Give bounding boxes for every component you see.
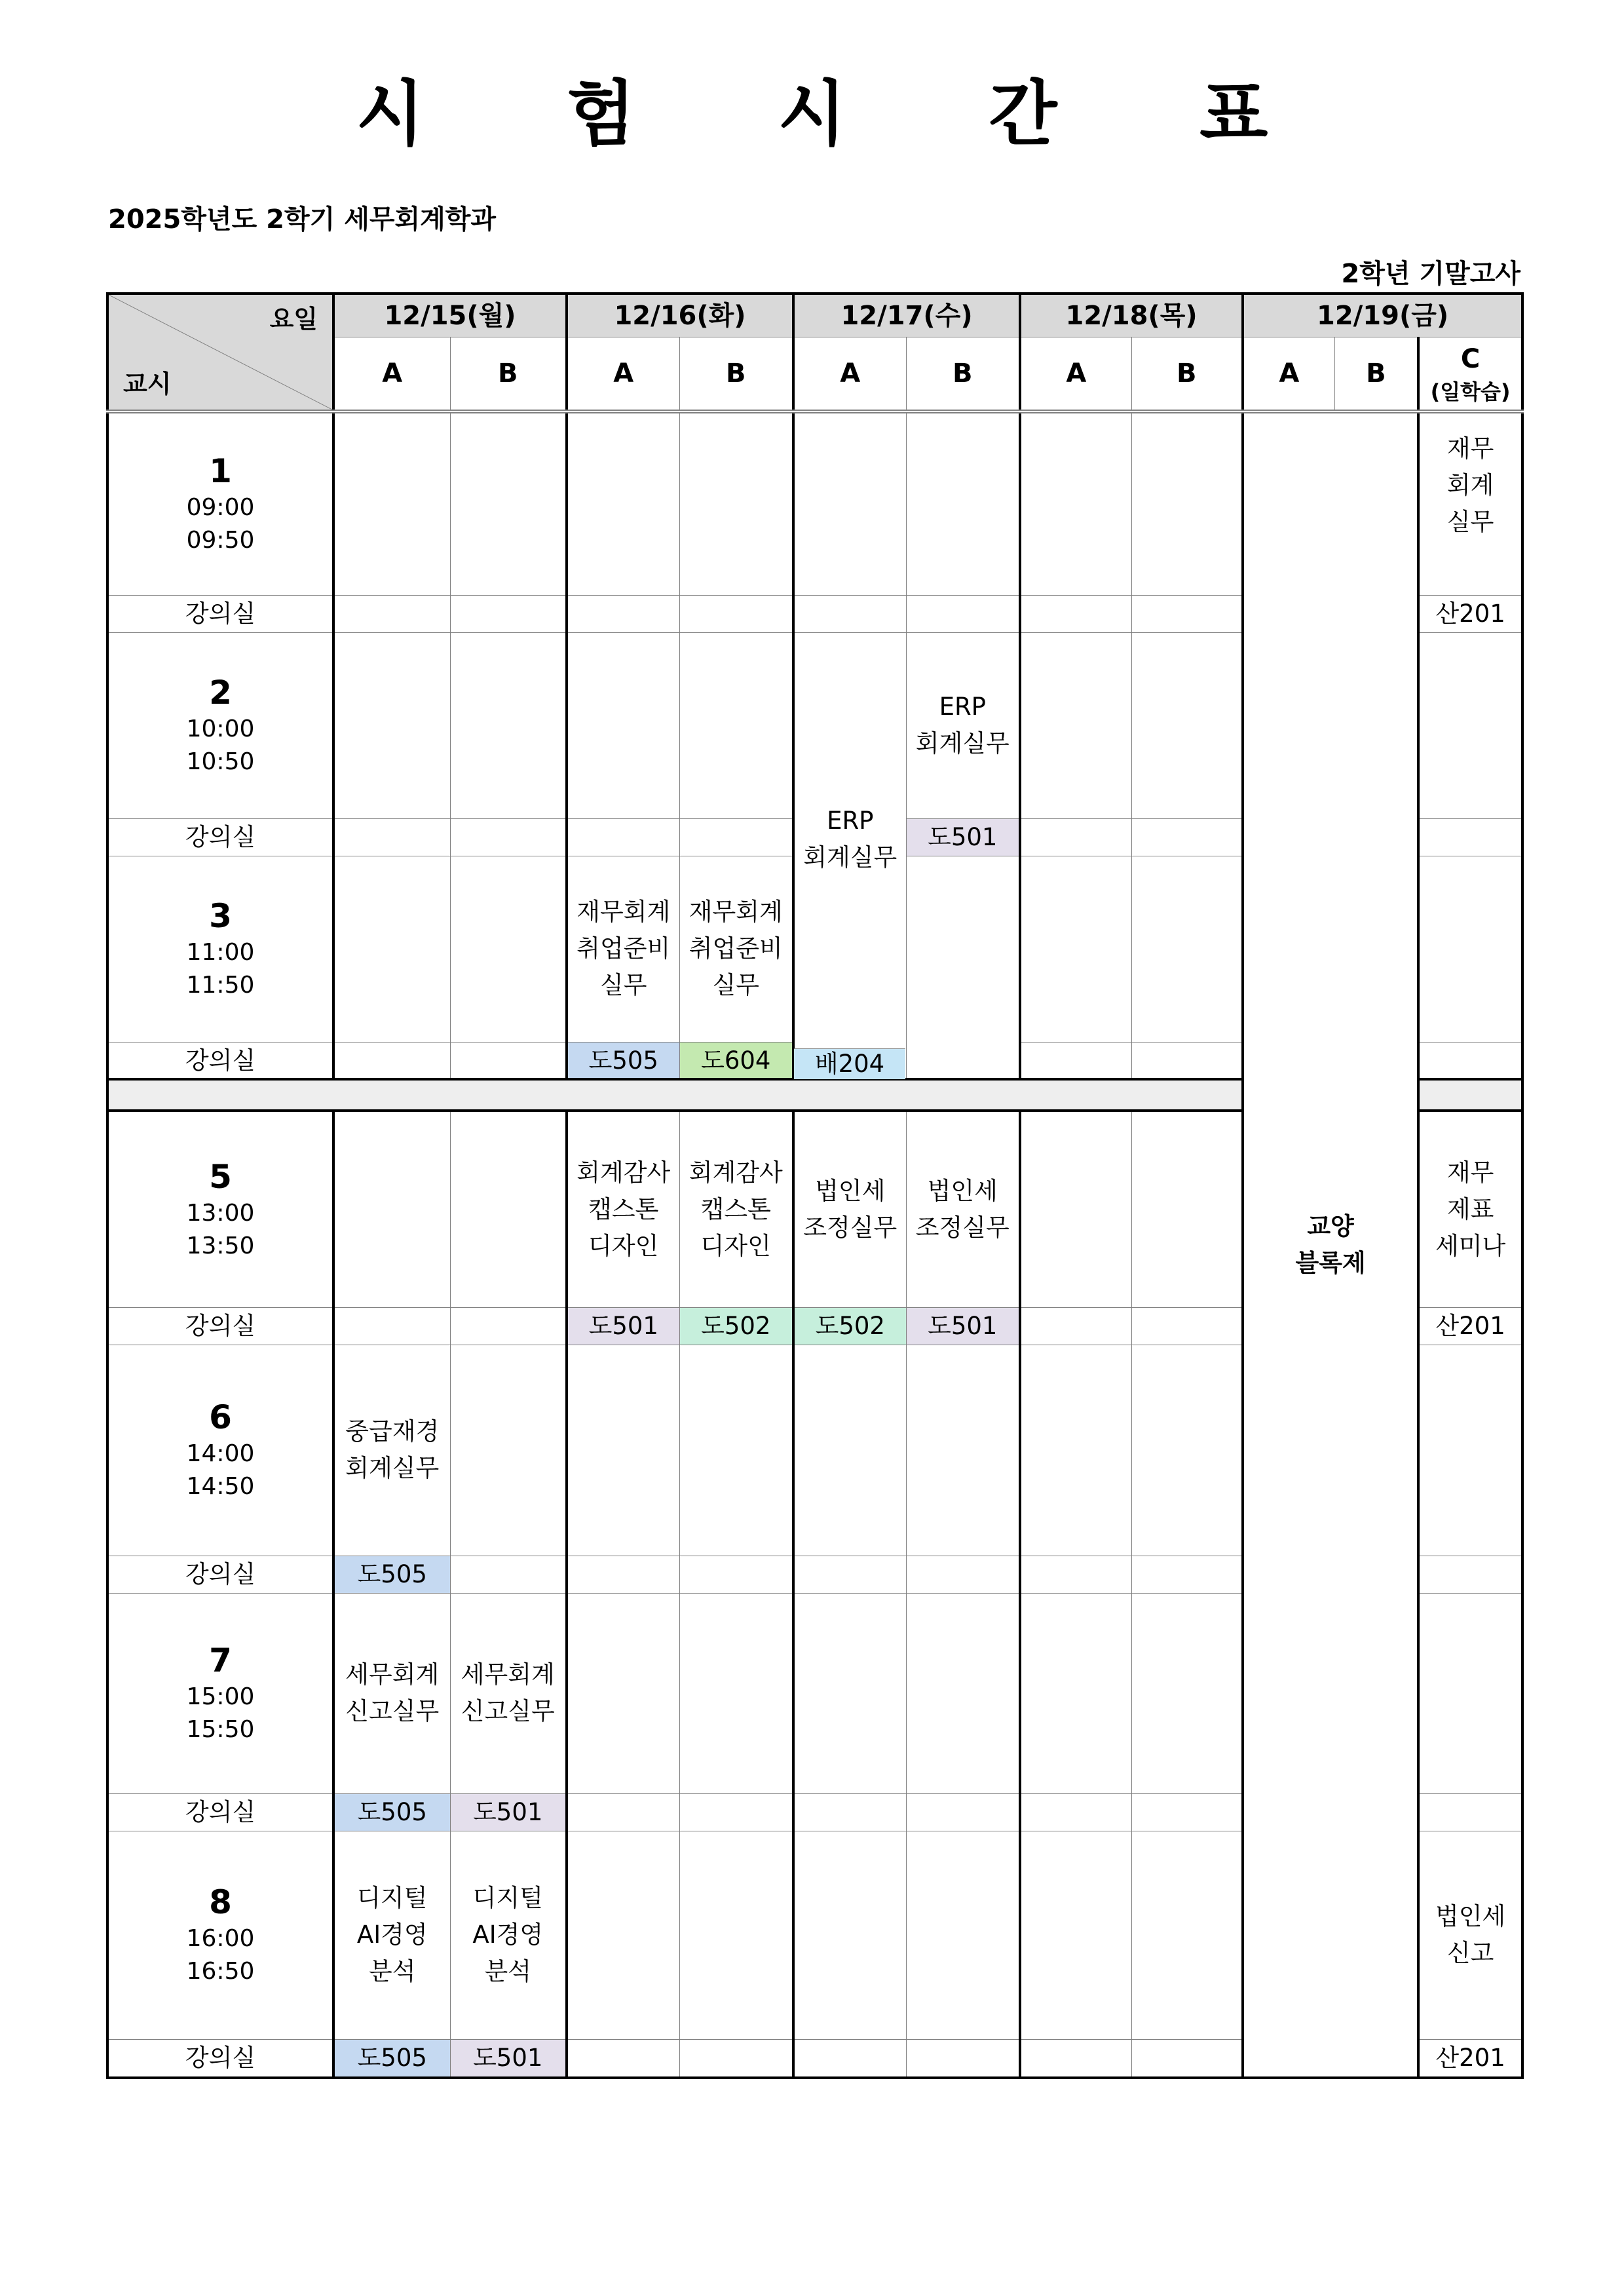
course-name: 조정실무	[803, 1213, 897, 1242]
corner-cell	[107, 294, 333, 411]
room-cell: 도505	[567, 1042, 679, 1079]
room-label: 강의실	[107, 1307, 333, 1345]
course-name: 회계감사	[689, 1158, 783, 1187]
room-cell: 산201	[1418, 1307, 1522, 1345]
section-header: B	[1131, 337, 1243, 411]
period-start: 11:00	[186, 939, 255, 966]
course-name: 분석	[369, 1957, 416, 1985]
course-name: 재무회계	[689, 898, 783, 926]
section-header: B	[906, 337, 1020, 411]
course-name: 캡스톤	[700, 1195, 771, 1223]
room-cell: 도505	[333, 1556, 450, 1593]
period-cell	[107, 1111, 333, 1307]
course-cell	[333, 1593, 450, 1793]
corner-period-label: 교시	[123, 370, 172, 398]
course-cell	[906, 632, 1020, 818]
section-header: A	[333, 337, 450, 411]
course-cell	[679, 856, 793, 1042]
room-cell: 도505	[333, 1793, 450, 1831]
day-header-tue: 12/16(화)	[567, 294, 793, 337]
room-cell: 도501	[450, 2039, 567, 2078]
course-name: 회계	[1446, 471, 1494, 499]
course-name: 재무회계	[576, 898, 671, 926]
course-name: 세무회계	[345, 1660, 440, 1689]
course-name: 실무	[1446, 508, 1494, 536]
course-name: 중급재경	[345, 1417, 440, 1445]
period-number: 2	[209, 674, 232, 712]
room-label: 강의실	[107, 1556, 333, 1593]
section-header: B	[679, 337, 793, 411]
period-cell	[107, 411, 333, 595]
period-start: 16:00	[186, 1925, 255, 1952]
block-label: 블록제	[1295, 1248, 1366, 1277]
friday-block-cell	[1243, 411, 1418, 2078]
room-label: 강의실	[107, 595, 333, 632]
course-name: 분석	[484, 1957, 531, 1985]
course-name: 세무회계	[461, 1660, 555, 1689]
period-end: 14:50	[186, 1473, 255, 1500]
course-name: 디지털	[357, 1884, 428, 1912]
course-cell	[567, 1111, 679, 1307]
period-start: 10:00	[186, 716, 255, 742]
period-start: 14:00	[186, 1440, 255, 1467]
period-end: 15:50	[186, 1716, 255, 1743]
period-end: 13:50	[186, 1232, 255, 1259]
room-cell: 도501	[567, 1307, 679, 1345]
department-subtitle: 2025학년도 2학기 세무회계학과	[108, 204, 497, 235]
course-cell	[1418, 1831, 1522, 2039]
section-header-c	[1418, 337, 1522, 411]
page-title: 시 험 시 간 표	[356, 73, 1327, 155]
course-name: 디자인	[700, 1231, 771, 1260]
room-label: 강의실	[107, 1042, 333, 1079]
period-number: 3	[209, 897, 232, 935]
course-name: 법인세	[815, 1176, 886, 1205]
course-cell	[1418, 411, 1522, 595]
section-c-label: C	[1460, 343, 1481, 374]
course-name: 조정실무	[915, 1213, 1010, 1242]
period-end: 09:50	[186, 527, 255, 554]
room-cell: 도501	[906, 818, 1020, 856]
section-header: A	[1020, 337, 1131, 411]
course-name: 실무	[712, 971, 760, 999]
period-end: 16:50	[186, 1958, 255, 1985]
room-label: 강의실	[107, 2039, 333, 2078]
room-cell: 배204	[794, 1048, 905, 1079]
period-cell	[107, 632, 333, 818]
day-header-mon: 12/15(월)	[333, 294, 567, 337]
period-start: 09:00	[186, 494, 255, 522]
course-name: 취업준비	[689, 934, 783, 963]
room-cell: 도501	[450, 1793, 567, 1831]
room-cell: 도502	[679, 1307, 793, 1345]
section-header: A	[793, 337, 906, 411]
period-start: 13:00	[186, 1199, 255, 1227]
course-name: 신고실무	[461, 1697, 555, 1725]
course-name: 디지털	[472, 1884, 543, 1912]
course-name: 캡스톤	[588, 1195, 659, 1223]
course-cell	[567, 856, 679, 1042]
course-cell	[450, 1593, 567, 1793]
course-name: 재무	[1446, 434, 1494, 463]
lunch-break-row	[1418, 1079, 1522, 1111]
period-end: 11:50	[186, 972, 255, 999]
exam-timetable	[106, 292, 1524, 2079]
course-cell	[679, 1111, 793, 1307]
course-name: 법인세	[927, 1176, 998, 1205]
period-cell	[107, 1345, 333, 1556]
day-header-fri: 12/19(금)	[1243, 294, 1522, 337]
course-name: AI경영	[472, 1921, 544, 1949]
course-name: 세미나	[1435, 1231, 1506, 1260]
course-name: 회계감사	[576, 1158, 671, 1187]
period-cell	[107, 1831, 333, 2039]
period-number: 6	[209, 1398, 232, 1436]
period-cell	[107, 1593, 333, 1793]
room-cell: 도501	[906, 1307, 1020, 1345]
period-start: 15:00	[186, 1683, 255, 1710]
course-cell	[333, 1345, 450, 1556]
room-cell: 도502	[793, 1307, 906, 1345]
course-cell	[450, 1831, 567, 2039]
section-header: A	[567, 337, 679, 411]
section-header: B	[1334, 337, 1418, 411]
period-number: 5	[209, 1157, 232, 1196]
course-name: 회계실무	[915, 729, 1010, 757]
course-name: 신고실무	[345, 1697, 440, 1725]
block-label: 교양	[1307, 1212, 1354, 1240]
room-cell: 도505	[333, 2039, 450, 2078]
day-header-wed: 12/17(수)	[793, 294, 1020, 337]
day-header-thu: 12/18(목)	[1020, 294, 1243, 337]
room-cell: 산201	[1418, 595, 1522, 632]
course-name: 취업준비	[576, 934, 671, 963]
lunch-break-row	[107, 1079, 1243, 1111]
course-name: ERP	[939, 693, 986, 721]
room-label: 강의실	[107, 818, 333, 856]
course-name: 회계실무	[803, 843, 897, 872]
course-name: 제표	[1446, 1195, 1494, 1223]
period-number: 1	[209, 452, 232, 491]
room-cell: 산201	[1418, 2039, 1522, 2078]
corner-day-label: 요일	[269, 305, 318, 334]
course-name: 신고	[1446, 1939, 1494, 1967]
section-c-note: (일학습)	[1430, 379, 1511, 404]
exam-label: 2학년 기말고사	[1341, 259, 1520, 289]
course-name: 실무	[600, 971, 647, 999]
course-cell	[1418, 1111, 1522, 1307]
period-end: 10:50	[186, 748, 255, 775]
course-name: AI경영	[356, 1921, 428, 1949]
period-number: 7	[209, 1641, 232, 1679]
room-cell: 도604	[679, 1042, 793, 1079]
section-header: B	[450, 337, 567, 411]
course-name: 재무	[1446, 1158, 1494, 1187]
course-name: 법인세	[1435, 1902, 1506, 1930]
course-name: 디자인	[588, 1231, 659, 1260]
course-name: 회계실무	[345, 1454, 440, 1482]
course-cell	[333, 1831, 450, 2039]
course-cell	[906, 1111, 1020, 1307]
period-number: 8	[209, 1883, 232, 1921]
course-cell	[793, 632, 906, 1079]
course-name: ERP	[827, 807, 874, 835]
course-cell	[793, 1111, 906, 1307]
section-header: A	[1243, 337, 1334, 411]
period-cell	[107, 856, 333, 1042]
room-label: 강의실	[107, 1793, 333, 1831]
